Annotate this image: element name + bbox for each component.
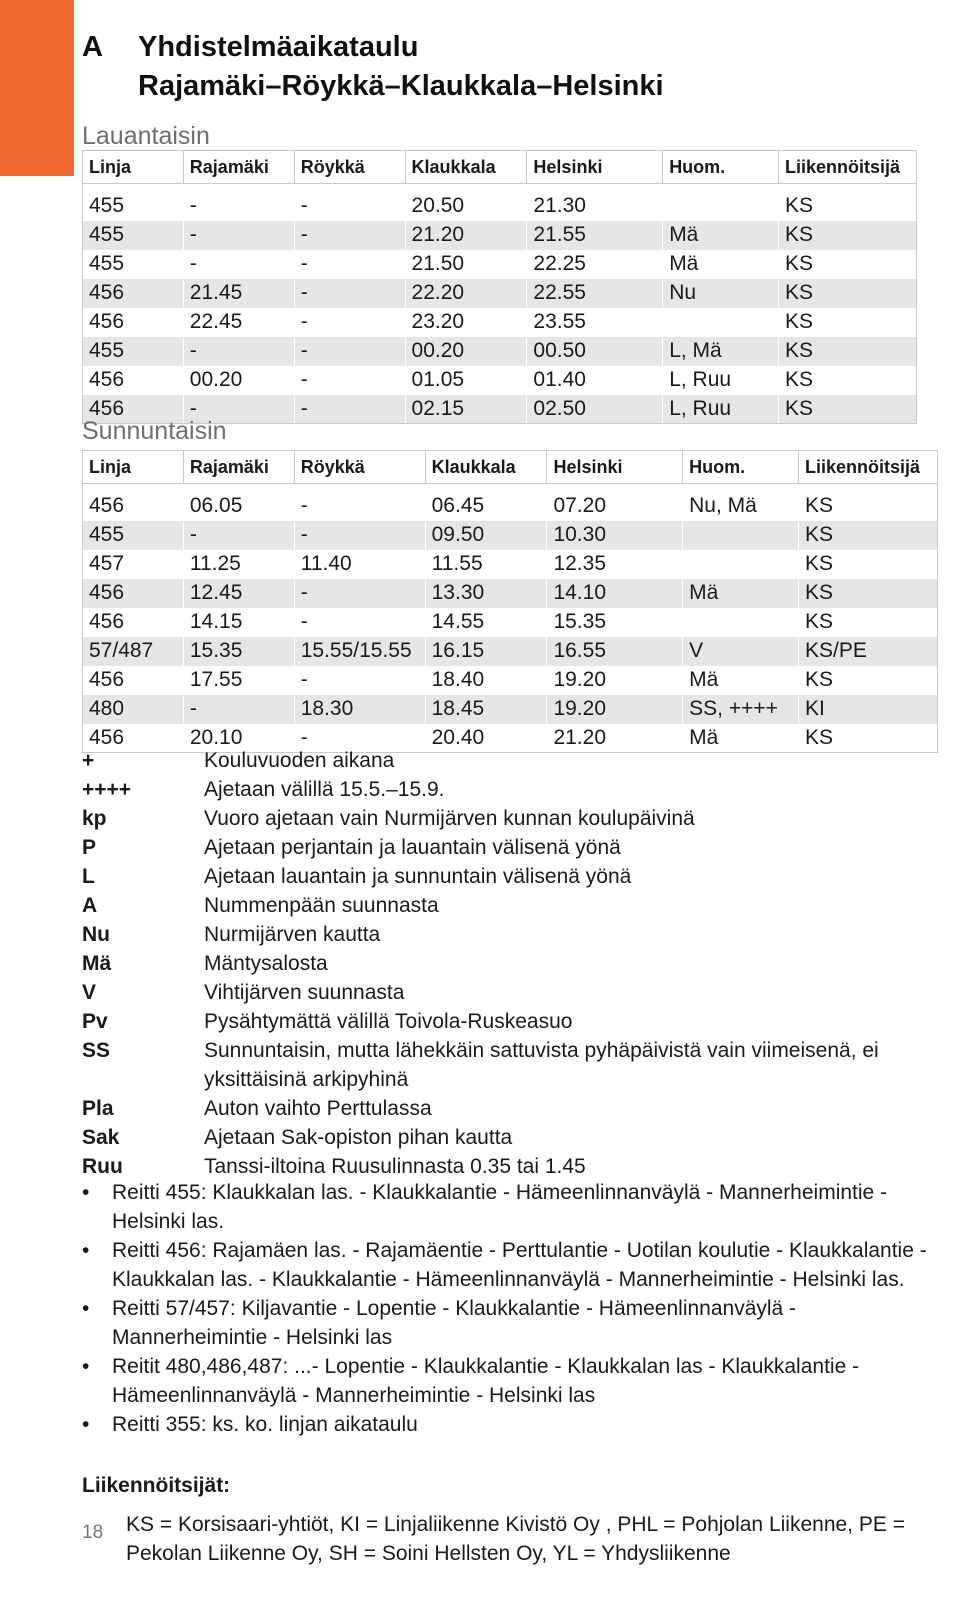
table-cell: -: [294, 608, 425, 637]
table-cell: L, Ruu: [663, 395, 779, 424]
route-text: Reitti 456: Rajamäen las. - Rajamäentie - Perttulantie - Uotilan koulutie - Klaukkalantie - Klaukkalan las. - Klaukkalantie - Hämeenlinnanväylä - Mannerheimintie - Helsinki las.: [112, 1239, 927, 1291]
legend-item: [82, 1007, 942, 1036]
legend-key: SS: [82, 1039, 111, 1062]
route-item: [82, 1236, 942, 1294]
route-text: Reitit 480,486,487: ...- Lopentie - Klaukkalantie - Klaukkalan las - Klaukkalantie - Hämeenlinnanväylä - Mannerheimintie - Helsinki las: [112, 1355, 860, 1407]
table-cell: KS: [799, 724, 938, 753]
table-cell: 455: [83, 250, 184, 279]
table-cell: 22.55: [527, 279, 663, 308]
table-cell: -: [294, 521, 425, 550]
table-cell: [683, 608, 799, 637]
page-number: 18: [82, 1522, 104, 1543]
table-cell: -: [294, 666, 425, 695]
table-cell: KS: [779, 308, 917, 337]
table-cell: 14.10: [547, 579, 683, 608]
table-cell: -: [294, 192, 405, 221]
legend-key: kp: [82, 807, 107, 830]
table-cell: 22.45: [183, 308, 294, 337]
orange-section-tab: [0, 0, 74, 176]
table-cell: KS/PE: [799, 637, 938, 666]
column-header: Linja: [83, 451, 184, 484]
route-descriptions: [82, 1178, 942, 1439]
table-row: [83, 521, 938, 550]
saturday-timetable: [82, 150, 917, 424]
table-row: [83, 366, 917, 395]
table-cell: KS: [799, 550, 938, 579]
table-cell: 456: [83, 608, 184, 637]
table-cell: 19.20: [547, 695, 683, 724]
legend-item: [82, 746, 942, 775]
table-cell: 18.45: [425, 695, 547, 724]
table-row: [83, 308, 917, 337]
table-row: [83, 492, 938, 521]
legend-description: Vuoro ajetaan vain Nurmijärven kunnan koulupäivinä: [204, 807, 695, 830]
legend-description: Ajetaan lauantain ja sunnuntain välisenä yönä: [204, 865, 632, 888]
legend-description: Vihtijärven suunnasta: [204, 981, 405, 1004]
table-cell: 18.40: [425, 666, 547, 695]
table-cell: 455: [83, 337, 184, 366]
legend-key: A: [82, 894, 98, 917]
column-header: Helsinki: [547, 451, 683, 484]
bullet-icon: •: [82, 1239, 90, 1262]
table-cell: -: [294, 308, 405, 337]
table-cell: -: [183, 192, 294, 221]
table-cell: 15.55/15.55: [294, 637, 425, 666]
legend-key: Sak: [82, 1126, 120, 1149]
legend-description: Sunnuntaisin, mutta lähekkäin sattuvista pyhäpäivistä vain viimeisenä, ei yksittäisinä arkipyhinä: [204, 1039, 879, 1091]
table-cell: -: [183, 695, 294, 724]
table-row: [83, 579, 938, 608]
table-cell: KS: [779, 366, 917, 395]
table-cell: 456: [83, 279, 184, 308]
table-cell: 10.30: [547, 521, 683, 550]
legend-item: [82, 978, 942, 1007]
table-cell: KS: [799, 608, 938, 637]
route-item: [82, 1352, 942, 1410]
legend-key: P: [82, 836, 97, 859]
legend-key: Pla: [82, 1097, 114, 1120]
column-header: Helsinki: [527, 151, 663, 184]
table-cell: -: [294, 395, 405, 424]
table-cell: -: [294, 279, 405, 308]
legend-item: [82, 775, 942, 804]
table-header-row: [83, 451, 938, 484]
table-cell: 06.05: [183, 492, 294, 521]
table-cell: 07.20: [547, 492, 683, 521]
table-cell: 456: [83, 308, 184, 337]
table-cell: 20.40: [425, 724, 547, 753]
table-cell: 00.20: [183, 366, 294, 395]
table-cell: 22.20: [405, 279, 527, 308]
column-header: Klaukkala: [425, 451, 547, 484]
legend-item: [82, 804, 942, 833]
table-cell: 455: [83, 521, 184, 550]
table-cell: KI: [799, 695, 938, 724]
table-cell: 21.20: [405, 221, 527, 250]
table-row: [83, 666, 938, 695]
table-cell: -: [183, 337, 294, 366]
table-cell: 23.20: [405, 308, 527, 337]
table-cell: 57/487: [83, 637, 184, 666]
table-cell: KS: [779, 337, 917, 366]
table-cell: 456: [83, 579, 184, 608]
table-cell: KS: [779, 192, 917, 221]
table-cell: 21.30: [527, 192, 663, 221]
table-cell: Mä: [683, 579, 799, 608]
table-cell: 455: [83, 192, 184, 221]
table-cell: 09.50: [425, 521, 547, 550]
table-cell: L, Mä: [663, 337, 779, 366]
legend-item: [82, 1094, 942, 1123]
table-cell: 16.55: [547, 637, 683, 666]
table-row: [83, 608, 938, 637]
table-cell: -: [183, 395, 294, 424]
legend-key: Nu: [82, 923, 110, 946]
route-item: [82, 1294, 942, 1352]
legend-description: Nummenpään suunnasta: [204, 894, 439, 917]
table-cell: Mä: [663, 221, 779, 250]
table-cell: KS: [779, 250, 917, 279]
table-cell: 00.50: [527, 337, 663, 366]
table-row: [83, 337, 917, 366]
legend-description: Nurmijärven kautta: [204, 923, 381, 946]
column-header: Linja: [83, 151, 184, 184]
section-letter: A: [82, 31, 103, 63]
table-cell: 14.55: [425, 608, 547, 637]
legend-description: Kouluvuoden aikana: [204, 749, 395, 772]
table-cell: 01.05: [405, 366, 527, 395]
route-text: Reitti 57/457: Kiljavantie - Lopentie - Klaukkalantie - Hämeenlinnanväylä - Mannerheimintie - Helsinki las: [112, 1297, 797, 1349]
table-cell: 00.20: [405, 337, 527, 366]
column-header: Huom.: [663, 151, 779, 184]
table-cell: -: [183, 250, 294, 279]
table-cell: 02.15: [405, 395, 527, 424]
column-header: Rajamäki: [183, 451, 294, 484]
route-item: [82, 1410, 942, 1439]
legend-description: Pysähtymättä välillä Toivola-Ruskeasuo: [204, 1010, 573, 1033]
table-cell: 21.45: [183, 279, 294, 308]
table-cell: KS: [779, 221, 917, 250]
table-header-row: [83, 151, 917, 184]
table-cell: 12.35: [547, 550, 683, 579]
table-cell: Nu: [663, 279, 779, 308]
table-row: [83, 279, 917, 308]
legend-item: [82, 891, 942, 920]
table-cell: -: [183, 521, 294, 550]
table-cell: -: [294, 250, 405, 279]
bullet-icon: •: [82, 1355, 90, 1378]
legend-item: [82, 1152, 942, 1181]
table-cell: 12.45: [183, 579, 294, 608]
sunday-timetable: [82, 450, 938, 753]
table-cell: V: [683, 637, 799, 666]
table-cell: 23.55: [527, 308, 663, 337]
legend-key: Pv: [82, 1010, 108, 1033]
legend-key: +: [82, 749, 95, 772]
column-header: Klaukkala: [405, 151, 527, 184]
legend: [82, 746, 942, 1181]
legend-item: [82, 920, 942, 949]
legend-item: [82, 949, 942, 978]
table-cell: 456: [83, 666, 184, 695]
table-cell: SS, ++++: [683, 695, 799, 724]
legend-key: Ruu: [82, 1155, 123, 1178]
route-item: [82, 1178, 942, 1236]
table-cell: -: [294, 337, 405, 366]
sunday-heading: Sunnuntaisin: [82, 417, 227, 445]
legend-description: Ajetaan perjantain ja lauantain välisenä yönä: [204, 836, 621, 859]
title-line-1: Yhdistelmäaikataulu: [138, 31, 419, 63]
table-cell: L, Ruu: [663, 366, 779, 395]
table-cell: Mä: [683, 724, 799, 753]
route-text: Reitti 355: ks. ko. linjan aikataulu: [112, 1413, 418, 1436]
legend-description: Mäntysalosta: [204, 952, 328, 975]
table-cell: 480: [83, 695, 184, 724]
title-line-2: Rajamäki–Röykkä–Klaukkala–Helsinki: [138, 70, 664, 102]
table-cell: KS: [799, 521, 938, 550]
legend-key: ++++: [82, 778, 132, 801]
table-cell: [683, 521, 799, 550]
table-cell: 21.55: [527, 221, 663, 250]
legend-key: L: [82, 865, 95, 888]
table-row: [83, 192, 917, 221]
table-cell: KS: [799, 492, 938, 521]
table-cell: -: [294, 724, 425, 753]
operators-heading: Liikennöitsijät:: [82, 1474, 231, 1497]
table-cell: 19.20: [547, 666, 683, 695]
legend-key: V: [82, 981, 97, 1004]
table-cell: 06.45: [425, 492, 547, 521]
table-cell: Mä: [683, 666, 799, 695]
saturday-heading: Lauantaisin: [82, 122, 210, 150]
column-header: Huom.: [683, 451, 799, 484]
legend-description: Auton vaihto Perttulassa: [204, 1097, 432, 1120]
table-cell: 21.20: [547, 724, 683, 753]
table-cell: 21.50: [405, 250, 527, 279]
legend-item: [82, 1036, 942, 1094]
legend-item: [82, 1123, 942, 1152]
table-cell: -: [294, 579, 425, 608]
table-cell: -: [294, 221, 405, 250]
bullet-icon: •: [82, 1413, 90, 1436]
bullet-icon: •: [82, 1181, 90, 1204]
table-cell: Mä: [663, 250, 779, 279]
operators-text: KS = Korsisaari-yhtiöt, KI = Linjaliikenne Kivistö Oy , PHL = Pohjolan Liikenne, PE = Pekolan Liikenne Oy, SH = Soini Hellsten Oy, YL = Yhdysliikenne: [126, 1513, 905, 1565]
table-cell: 14.15: [183, 608, 294, 637]
column-header: Liikennöitsijä: [799, 451, 938, 484]
table-row: [83, 250, 917, 279]
table-cell: -: [183, 221, 294, 250]
table-cell: 456: [83, 395, 184, 424]
table-cell: 456: [83, 724, 184, 753]
column-header: Röykkä: [294, 151, 405, 184]
table-cell: 11.55: [425, 550, 547, 579]
table-cell: 17.55: [183, 666, 294, 695]
table-cell: 11.40: [294, 550, 425, 579]
bullet-icon: •: [82, 1297, 90, 1320]
table-cell: 456: [83, 366, 184, 395]
table-cell: 13.30: [425, 579, 547, 608]
table-cell: 456: [83, 492, 184, 521]
table-row: [83, 695, 938, 724]
table-cell: KS: [779, 395, 917, 424]
legend-key: Mä: [82, 952, 112, 975]
column-header: Röykkä: [294, 451, 425, 484]
table-cell: 01.40: [527, 366, 663, 395]
legend-description: Tanssi-iltoina Ruusulinnasta 0.35 tai 1.45: [204, 1155, 586, 1178]
table-row: [83, 550, 938, 579]
table-cell: -: [294, 492, 425, 521]
table-cell: 16.15: [425, 637, 547, 666]
table-row: [83, 637, 938, 666]
table-cell: Nu, Mä: [683, 492, 799, 521]
legend-item: [82, 862, 942, 891]
table-cell: 22.25: [527, 250, 663, 279]
table-cell: 457: [83, 550, 184, 579]
table-cell: 20.10: [183, 724, 294, 753]
table-cell: 18.30: [294, 695, 425, 724]
legend-description: Ajetaan välillä 15.5.–15.9.: [204, 778, 445, 801]
column-header: Rajamäki: [183, 151, 294, 184]
table-cell: 02.50: [527, 395, 663, 424]
table-cell: [663, 308, 779, 337]
table-cell: KS: [779, 279, 917, 308]
legend-item: [82, 833, 942, 862]
table-cell: 15.35: [547, 608, 683, 637]
table-cell: 15.35: [183, 637, 294, 666]
route-text: Reitti 455: Klaukkalan las. - Klaukkalantie - Hämeenlinnanväylä - Mannerheimintie - Helsinki las.: [112, 1181, 888, 1233]
table-cell: 20.50: [405, 192, 527, 221]
table-cell: KS: [799, 666, 938, 695]
table-cell: 455: [83, 221, 184, 250]
table-cell: KS: [799, 579, 938, 608]
table-cell: 11.25: [183, 550, 294, 579]
table-cell: [683, 550, 799, 579]
legend-description: Ajetaan Sak-opiston pihan kautta: [204, 1126, 513, 1149]
table-cell: [663, 192, 779, 221]
column-header: Liikennöitsijä: [779, 151, 917, 184]
table-cell: -: [294, 366, 405, 395]
table-row: [83, 221, 917, 250]
